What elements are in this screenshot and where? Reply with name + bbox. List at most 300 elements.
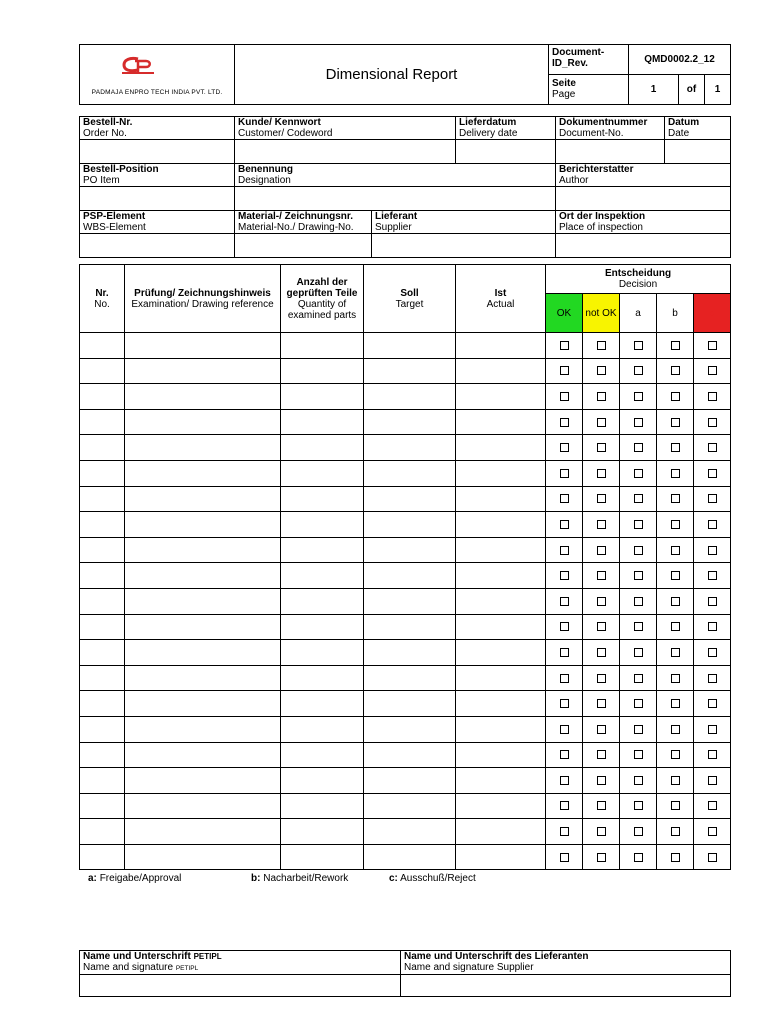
decision-c-checkbox[interactable] [708, 469, 717, 478]
examination-cell[interactable] [125, 460, 281, 486]
decision-b-checkbox[interactable] [671, 622, 680, 631]
actual-cell[interactable] [456, 665, 546, 691]
target-cell[interactable] [364, 640, 456, 666]
no-cell[interactable] [80, 512, 125, 538]
actual-cell[interactable] [456, 793, 546, 819]
actual-cell[interactable] [456, 844, 546, 870]
decision-c-checkbox[interactable] [708, 546, 717, 555]
col-header-actual: Ist Actual [456, 265, 546, 333]
decision-b-checkbox[interactable] [671, 520, 680, 529]
decision-a-checkbox[interactable] [634, 853, 643, 862]
decision-a-cell [620, 844, 657, 870]
decision-not-ok-cell [583, 691, 620, 717]
no-cell[interactable] [80, 435, 125, 461]
table-row [80, 486, 731, 512]
po-item-label-en: PO Item [83, 175, 120, 186]
target-cell[interactable] [364, 512, 456, 538]
actual-cell[interactable] [456, 358, 546, 384]
quantity-cell[interactable] [281, 768, 364, 794]
decision-not-ok-checkbox[interactable] [597, 341, 606, 350]
decision-not-ok-checkbox[interactable] [597, 520, 606, 529]
actual-cell[interactable] [456, 768, 546, 794]
examination-cell[interactable] [125, 768, 281, 794]
decision-c-checkbox[interactable] [708, 443, 717, 452]
decision-b-checkbox[interactable] [671, 571, 680, 580]
examination-cell[interactable] [125, 793, 281, 819]
decision-a-cell [620, 537, 657, 563]
target-cell[interactable] [364, 793, 456, 819]
decision-a-checkbox[interactable] [634, 418, 643, 427]
decision-a-cell [620, 793, 657, 819]
target-cell[interactable] [364, 460, 456, 486]
material-label-en: Material-No./ Drawing-No. [238, 222, 354, 233]
quantity-cell[interactable] [281, 614, 364, 640]
target-cell[interactable] [364, 716, 456, 742]
decision-c-checkbox[interactable] [708, 392, 717, 401]
decision-c-checkbox[interactable] [708, 622, 717, 631]
decision-b-checkbox[interactable] [671, 750, 680, 759]
company-logo-icon [80, 51, 235, 85]
actual-cell[interactable] [456, 563, 546, 589]
decision-ok-checkbox[interactable] [560, 750, 569, 759]
decision-b-checkbox[interactable] [671, 494, 680, 503]
table-row [80, 819, 731, 845]
supplier-field[interactable] [372, 234, 556, 258]
no-cell[interactable] [80, 409, 125, 435]
decision-not-ok-checkbox[interactable] [597, 469, 606, 478]
no-cell[interactable] [80, 486, 125, 512]
no-cell[interactable] [80, 640, 125, 666]
decision-ok-checkbox[interactable] [560, 648, 569, 657]
decision-not-ok-checkbox[interactable] [597, 699, 606, 708]
table-row [80, 588, 731, 614]
target-cell[interactable] [364, 819, 456, 845]
decision-not-ok-checkbox[interactable] [597, 648, 606, 657]
no-cell[interactable] [80, 716, 125, 742]
decision-ok-cell [546, 640, 583, 666]
decision-not-ok-checkbox[interactable] [597, 674, 606, 683]
company-logo-cell [80, 45, 235, 105]
decision-not-ok-cell [583, 435, 620, 461]
examination-cell[interactable] [125, 563, 281, 589]
examination-cell[interactable] [125, 614, 281, 640]
actual-cell[interactable] [456, 716, 546, 742]
target-cell[interactable] [364, 614, 456, 640]
date-label-de: Datum [668, 117, 700, 128]
decision-b-checkbox[interactable] [671, 853, 680, 862]
actual-cell[interactable] [456, 384, 546, 410]
decision-b-checkbox[interactable] [671, 546, 680, 555]
examination-cell[interactable] [125, 409, 281, 435]
decision-c-cell [694, 486, 731, 512]
quantity-cell[interactable] [281, 793, 364, 819]
examination-cell[interactable] [125, 435, 281, 461]
col-header-no: Nr. No. [80, 265, 125, 333]
decision-a-checkbox[interactable] [634, 494, 643, 503]
page-of-label: of [679, 75, 705, 105]
decision-not-ok-checkbox[interactable] [597, 546, 606, 555]
decision-a-checkbox[interactable] [634, 341, 643, 350]
quantity-cell[interactable] [281, 409, 364, 435]
decision-a-checkbox[interactable] [634, 622, 643, 631]
target-cell[interactable] [364, 486, 456, 512]
decision-b-cell [657, 537, 694, 563]
actual-cell[interactable] [456, 691, 546, 717]
examination-cell[interactable] [125, 512, 281, 538]
target-cell[interactable] [364, 588, 456, 614]
target-cell[interactable] [364, 358, 456, 384]
decision-c-checkbox[interactable] [708, 418, 717, 427]
order-no-field[interactable] [80, 140, 235, 164]
quantity-cell[interactable] [281, 460, 364, 486]
actual-cell[interactable] [456, 614, 546, 640]
decision-not-ok-checkbox[interactable] [597, 827, 606, 836]
decision-c-cell [694, 384, 731, 410]
decision-b-checkbox[interactable] [671, 597, 680, 606]
no-cell[interactable] [80, 358, 125, 384]
actual-cell[interactable] [456, 537, 546, 563]
decision-a-cell [620, 358, 657, 384]
target-cell[interactable] [364, 665, 456, 691]
supplier-label-en: Supplier [375, 222, 412, 233]
quantity-cell[interactable] [281, 640, 364, 666]
quantity-cell[interactable] [281, 665, 364, 691]
no-cell[interactable] [80, 537, 125, 563]
decision-b-checkbox[interactable] [671, 341, 680, 350]
decision-b-cell [657, 793, 694, 819]
document-id-label: Document- ID_Rev. [549, 45, 629, 75]
decision-b-checkbox[interactable] [671, 699, 680, 708]
decision-b-cell [657, 665, 694, 691]
author-field[interactable] [556, 187, 731, 211]
decision-c-cell [694, 435, 731, 461]
designation-field[interactable] [235, 187, 556, 211]
quantity-cell[interactable] [281, 588, 364, 614]
decision-ok-checkbox[interactable] [560, 699, 569, 708]
decision-not-ok-cell [583, 512, 620, 538]
table-row [80, 358, 731, 384]
target-cell[interactable] [364, 537, 456, 563]
no-cell[interactable] [80, 665, 125, 691]
wbs-field[interactable] [80, 234, 235, 258]
target-cell[interactable] [364, 768, 456, 794]
quantity-cell[interactable] [281, 716, 364, 742]
decision-a-cell [620, 486, 657, 512]
quantity-cell[interactable] [281, 435, 364, 461]
decision-a-cell [620, 691, 657, 717]
examination-cell[interactable] [125, 588, 281, 614]
quantity-cell[interactable] [281, 563, 364, 589]
decision-c-checkbox[interactable] [708, 750, 717, 759]
target-cell[interactable] [364, 333, 456, 359]
legend-reject: c: Ausschuß/Reject [389, 873, 476, 884]
decision-ok-checkbox[interactable] [560, 546, 569, 555]
quantity-cell[interactable] [281, 358, 364, 384]
decision-not-ok-cell [583, 819, 620, 845]
page-number: 1 [629, 75, 679, 105]
actual-cell[interactable] [456, 460, 546, 486]
decision-c-checkbox[interactable] [708, 674, 717, 683]
examination-cell[interactable] [125, 665, 281, 691]
decision-a-checkbox[interactable] [634, 546, 643, 555]
decision-ok-checkbox[interactable] [560, 571, 569, 580]
decision-b-checkbox[interactable] [671, 776, 680, 785]
examination-cell[interactable] [125, 486, 281, 512]
no-cell[interactable] [80, 793, 125, 819]
inspection-place-field[interactable] [556, 234, 731, 258]
decision-not-ok-checkbox[interactable] [597, 418, 606, 427]
decision-ok-cell [546, 460, 583, 486]
decision-a-checkbox[interactable] [634, 520, 643, 529]
decision-ok-checkbox[interactable] [560, 597, 569, 606]
actual-cell[interactable] [456, 588, 546, 614]
decision-b-cell [657, 819, 694, 845]
decision-a-checkbox[interactable] [634, 648, 643, 657]
decision-not-ok-checkbox[interactable] [597, 443, 606, 452]
decision-b-cell [657, 486, 694, 512]
decision-a-checkbox[interactable] [634, 827, 643, 836]
decision-not-ok-cell [583, 640, 620, 666]
po-item-field[interactable] [80, 187, 235, 211]
decision-c-cell [694, 793, 731, 819]
examination-cell[interactable] [125, 819, 281, 845]
target-cell[interactable] [364, 742, 456, 768]
quantity-cell[interactable] [281, 333, 364, 359]
designation-label-en: Designation [238, 175, 291, 186]
decision-not-ok-checkbox[interactable] [597, 392, 606, 401]
decision-ok-cell [546, 793, 583, 819]
decision-b-cell [657, 640, 694, 666]
decision-ok-checkbox[interactable] [560, 776, 569, 785]
no-cell[interactable] [80, 614, 125, 640]
target-cell[interactable] [364, 691, 456, 717]
examination-cell[interactable] [125, 358, 281, 384]
decision-c-checkbox[interactable] [708, 571, 717, 580]
actual-cell[interactable] [456, 742, 546, 768]
decision-a-checkbox[interactable] [634, 443, 643, 452]
decision-b-checkbox[interactable] [671, 392, 680, 401]
actual-cell[interactable] [456, 333, 546, 359]
decision-c-checkbox[interactable] [708, 648, 717, 657]
decision-a-checkbox[interactable] [634, 725, 643, 734]
table-row [80, 563, 731, 589]
no-cell[interactable] [80, 691, 125, 717]
signature-petipl-field[interactable] [80, 975, 401, 997]
decision-a-checkbox[interactable] [634, 469, 643, 478]
decision-ok-cell [546, 486, 583, 512]
decision-a-checkbox[interactable] [634, 750, 643, 759]
decision-b-checkbox[interactable] [671, 801, 680, 810]
decision-a-checkbox[interactable] [634, 801, 643, 810]
inspection-rows [80, 333, 731, 870]
decision-ok-checkbox[interactable] [560, 674, 569, 683]
decision-c-checkbox[interactable] [708, 341, 717, 350]
decision-a-checkbox[interactable] [634, 571, 643, 580]
decision-ok-checkbox[interactable] [560, 469, 569, 478]
document-no-field[interactable] [556, 140, 665, 164]
decision-not-ok-cell [583, 537, 620, 563]
decision-ok-cell [546, 614, 583, 640]
no-cell[interactable] [80, 563, 125, 589]
examination-cell[interactable] [125, 691, 281, 717]
target-cell[interactable] [364, 563, 456, 589]
quantity-cell[interactable] [281, 819, 364, 845]
target-cell[interactable] [364, 384, 456, 410]
actual-cell[interactable] [456, 819, 546, 845]
quantity-cell[interactable] [281, 742, 364, 768]
examination-cell[interactable] [125, 742, 281, 768]
decision-not-ok-checkbox[interactable] [597, 750, 606, 759]
decision-not-ok-cell [583, 563, 620, 589]
decision-a-checkbox[interactable] [634, 699, 643, 708]
decision-c-checkbox[interactable] [708, 597, 717, 606]
decision-not-ok-checkbox[interactable] [597, 725, 606, 734]
customer-field[interactable] [235, 140, 456, 164]
signature-block [79, 950, 731, 997]
decision-ok-checkbox[interactable] [560, 494, 569, 503]
report-title: Dimensional Report [235, 45, 549, 105]
quantity-cell[interactable] [281, 691, 364, 717]
decision-c-checkbox[interactable] [708, 494, 717, 503]
actual-cell[interactable] [456, 512, 546, 538]
decision-c-checkbox[interactable] [708, 520, 717, 529]
decision-c-checkbox[interactable] [708, 725, 717, 734]
no-cell[interactable] [80, 460, 125, 486]
table-row [80, 716, 731, 742]
decision-ok-checkbox[interactable] [560, 725, 569, 734]
no-cell[interactable] [80, 844, 125, 870]
decision-not-ok-checkbox[interactable] [597, 571, 606, 580]
decision-ok-checkbox[interactable] [560, 443, 569, 452]
quantity-cell[interactable] [281, 537, 364, 563]
decision-c-checkbox[interactable] [708, 853, 717, 862]
decision-a-checkbox[interactable] [634, 392, 643, 401]
no-cell[interactable] [80, 742, 125, 768]
target-cell[interactable] [364, 844, 456, 870]
actual-cell[interactable] [456, 486, 546, 512]
decision-ok-checkbox[interactable] [560, 392, 569, 401]
date-field[interactable] [665, 140, 731, 164]
decision-c-cell [694, 460, 731, 486]
actual-cell[interactable] [456, 409, 546, 435]
actual-cell[interactable] [456, 435, 546, 461]
examination-cell[interactable] [125, 537, 281, 563]
decision-ok-checkbox[interactable] [560, 341, 569, 350]
decision-not-ok-cell [583, 409, 620, 435]
decision-ok-checkbox[interactable] [560, 418, 569, 427]
decision-c-checkbox[interactable] [708, 776, 717, 785]
examination-cell[interactable] [125, 333, 281, 359]
decision-b-checkbox[interactable] [671, 648, 680, 657]
decision-c-checkbox[interactable] [708, 699, 717, 708]
target-cell[interactable] [364, 409, 456, 435]
decision-ok-checkbox[interactable] [560, 366, 569, 375]
decision-b-checkbox[interactable] [671, 469, 680, 478]
no-cell[interactable] [80, 384, 125, 410]
legend-approval: a: Freigabe/Approval [88, 873, 182, 884]
quantity-cell[interactable] [281, 384, 364, 410]
table-row [80, 384, 731, 410]
decision-not-ok-checkbox[interactable] [597, 494, 606, 503]
table-row [80, 435, 731, 461]
decision-c-checkbox[interactable] [708, 801, 717, 810]
no-cell[interactable] [80, 333, 125, 359]
examination-cell[interactable] [125, 844, 281, 870]
decision-ok-cell [546, 844, 583, 870]
signature-supplier-label-de: Name und Unterschrift des Lieferanten [404, 951, 589, 962]
no-cell[interactable] [80, 588, 125, 614]
quantity-cell[interactable] [281, 512, 364, 538]
decision-not-ok-cell [583, 768, 620, 794]
decision-c-cell [694, 537, 731, 563]
decision-not-ok-checkbox[interactable] [597, 597, 606, 606]
decision-b-checkbox[interactable] [671, 725, 680, 734]
decision-b-checkbox[interactable] [671, 674, 680, 683]
decision-ok-cell [546, 512, 583, 538]
decision-ok-cell [546, 768, 583, 794]
no-cell[interactable] [80, 819, 125, 845]
decision-b-checkbox[interactable] [671, 827, 680, 836]
decision-c-checkbox[interactable] [708, 366, 717, 375]
decision-a-cell [620, 819, 657, 845]
decision-ok-checkbox[interactable] [560, 853, 569, 862]
decision-a-checkbox[interactable] [634, 674, 643, 683]
author-label-en: Author [559, 175, 589, 186]
decision-not-ok-cell [583, 716, 620, 742]
decision-ok-checkbox[interactable] [560, 827, 569, 836]
decision-not-ok-checkbox[interactable] [597, 366, 606, 375]
quantity-cell[interactable] [281, 844, 364, 870]
examination-cell[interactable] [125, 384, 281, 410]
order-no-label-de: Bestell-Nr. [83, 117, 133, 128]
decision-ok-checkbox[interactable] [560, 520, 569, 529]
decision-c-cell [694, 716, 731, 742]
decision-b-checkbox[interactable] [671, 366, 680, 375]
decision-b-cell [657, 742, 694, 768]
decision-ok-checkbox[interactable] [560, 801, 569, 810]
no-cell[interactable] [80, 768, 125, 794]
target-cell[interactable] [364, 435, 456, 461]
signature-supplier-field[interactable] [401, 975, 731, 997]
col-header-target: Soll Target [364, 265, 456, 333]
decision-a-checkbox[interactable] [634, 597, 643, 606]
decision-not-ok-checkbox[interactable] [597, 853, 606, 862]
actual-cell[interactable] [456, 640, 546, 666]
decision-b-checkbox[interactable] [671, 418, 680, 427]
decision-b-checkbox[interactable] [671, 443, 680, 452]
delivery-date-field[interactable] [456, 140, 556, 164]
decision-b-cell [657, 844, 694, 870]
decision-a-cell [620, 742, 657, 768]
decision-c-checkbox[interactable] [708, 827, 717, 836]
col-header-quantity: Anzahl der geprüften Teile Quantity of examined parts [281, 265, 364, 333]
decision-c-cell [694, 588, 731, 614]
order-info-block [79, 116, 731, 258]
decision-not-ok-checkbox[interactable] [597, 801, 606, 810]
examination-cell[interactable] [125, 640, 281, 666]
material-field[interactable] [235, 234, 372, 258]
examination-cell[interactable] [125, 716, 281, 742]
table-row [80, 742, 731, 768]
po-item-label-de: Bestell-Position [83, 164, 159, 175]
decision-not-ok-checkbox[interactable] [597, 776, 606, 785]
decision-ok-cell [546, 358, 583, 384]
quantity-cell[interactable] [281, 486, 364, 512]
decision-a-checkbox[interactable] [634, 776, 643, 785]
decision-a-checkbox[interactable] [634, 366, 643, 375]
decision-ok-checkbox[interactable] [560, 622, 569, 631]
decision-not-ok-checkbox[interactable] [597, 622, 606, 631]
